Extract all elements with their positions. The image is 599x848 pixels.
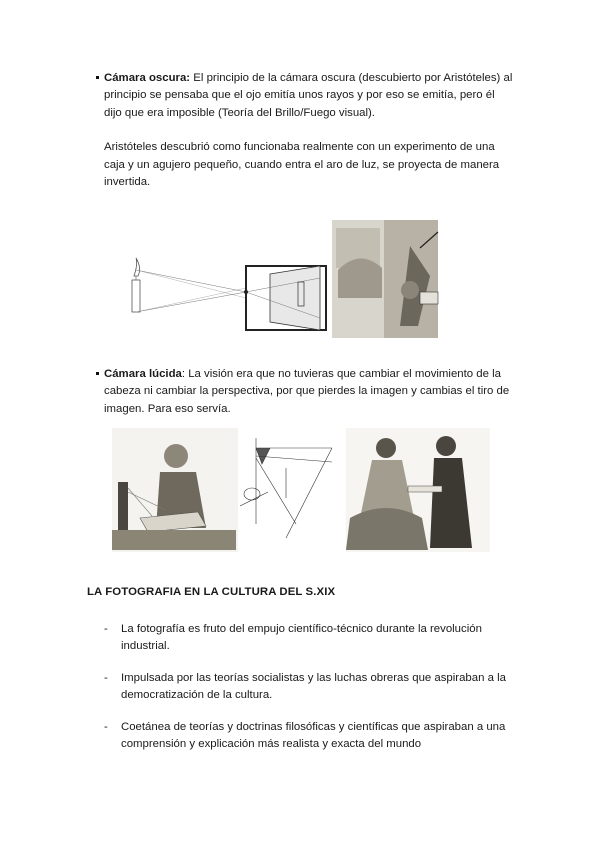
bullet-marker [96,372,99,375]
camara-oscura-text: El principio de la cámara oscura (descubierto por Aristóteles) al principio se pensaba que el ojo emitía unos rayos y por eso se emitía, pero él dijo que era imposible (Teoría del Brillo/Fuego visual). [104,72,513,119]
camara-lucida-title: Cámara lúcida [104,368,182,380]
camera-obscura-figure [120,218,440,343]
camera-obscura-engraving [332,220,438,338]
box-diagram [244,266,326,330]
list-item-text: Impulsada por las teorías socialistas y las luchas obreras que aspiraban a la democratización de la cultura. [121,672,506,702]
camara-oscura-paragraph [104,70,514,122]
candle-diagram [132,258,246,312]
list-dash: - [104,672,108,684]
optical-diagram [240,438,332,538]
section-heading: LA FOTOGRAFIA EN LA CULTURA DEL S.XIX [87,586,336,598]
bullet-camara-oscura [104,70,514,191]
camara-oscura-title: Cámara oscura: [104,72,191,84]
camara-oscura-paragraph-2: Aristóteles descubrió como funcionaba realmente con un experimento de una caja y un agujero pequeño, cuando entra el aro de luz, se proyecta de manera invertida. [104,141,500,189]
list-item-text: Coetánea de teorías y doctrinas filosóficas y científicas que aspiraban a una comprensión y explicación más realista y exacta del mundo [121,721,506,751]
list-dash: - [104,623,108,635]
couple-engraving [346,428,490,552]
bullet-camara-lucida [104,366,514,418]
bullet-marker [96,76,99,79]
camera-lucida-figure [110,428,492,552]
list-item-text: La fotografía es fruto del empujo científico-técnico durante la revolución industrial. [121,623,482,653]
list-dash: - [104,721,108,733]
camara-lucida-paragraph [104,366,514,418]
draftsman-engraving [112,428,238,552]
camara-lucida-text: : La visión era que no tuvieras que cambiar el movimiento de la cabeza ni cambiar la perspectiva, por que pierdes la imagen y cambias el tiro de imagen. Para eso servía. [104,368,510,415]
